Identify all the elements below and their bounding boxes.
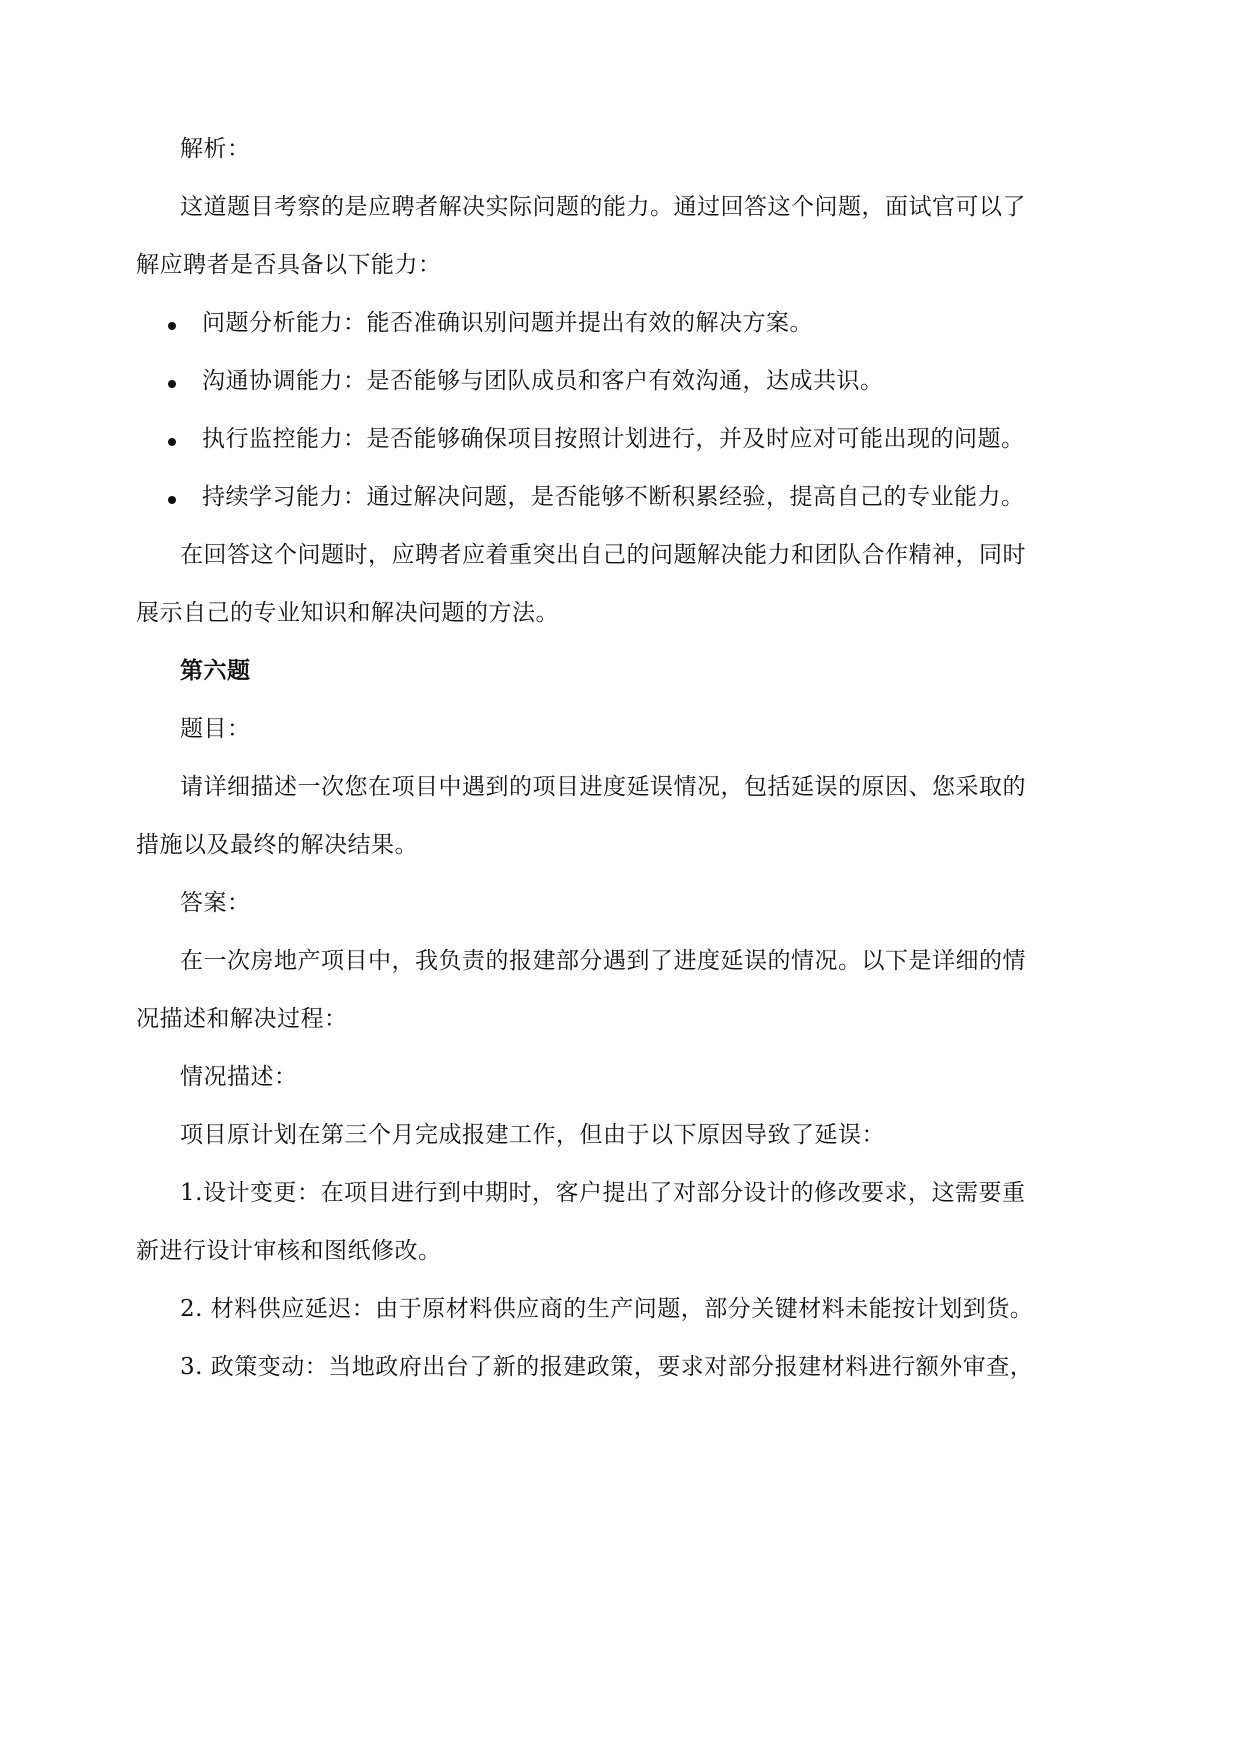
bullet-icon <box>168 438 176 446</box>
situation-paragraph: 项目原计划在第三个月完成报建工作，但由于以下原因导致了延误： <box>180 1122 885 1148</box>
question-label: 题目： <box>180 716 251 742</box>
analysis-label: 解析： <box>180 136 251 162</box>
list-item-text: 沟通协调能力：是否能够与团队成员和客户有效沟通，达成共识。 <box>202 368 884 394</box>
situation-label: 情况描述： <box>180 1064 298 1090</box>
question-paragraph-line: 请详细描述一次您在项目中遇到的项目进度延误情况，包括延误的原因、您采取的 <box>180 774 1026 800</box>
question-paragraph-line: 措施以及最终的解决结果。 <box>136 832 418 858</box>
bullet-icon <box>168 496 176 504</box>
summary-paragraph-line: 在回答这个问题时，应聘者应着重突出自己的问题解决能力和团队合作精神，同时 <box>180 542 1026 568</box>
list-item-text: 问题分析能力：能否准确识别问题并提出有效的解决方案。 <box>202 310 813 336</box>
reason-item-line: 新进行设计审核和图纸修改。 <box>136 1238 442 1264</box>
analysis-paragraph-line: 这道题目考察的是应聘者解决实际问题的能力。通过回答这个问题，面试官可以了 <box>180 194 1026 220</box>
section-heading: 第六题 <box>180 657 251 684</box>
reason-item-line: 3. 政策变动：当地政府出台了新的报建政策，要求对部分报建材料进行额外审查， <box>180 1354 1034 1380</box>
analysis-paragraph-line: 解应聘者是否具备以下能力： <box>136 252 442 278</box>
bullet-icon <box>168 380 176 388</box>
answer-intro-line: 况描述和解决过程： <box>136 1006 348 1032</box>
reason-item-line: 1.设计变更：在项目进行到中期时，客户提出了对部分设计的修改要求，这需要重 <box>180 1180 1026 1206</box>
answer-intro-line: 在一次房地产项目中，我负责的报建部分遇到了进度延误的情况。以下是详细的情 <box>180 948 1026 974</box>
reason-item-line: 2. 材料供应延迟：由于原材料供应商的生产问题，部分关键材料未能按计划到货。 <box>180 1296 1034 1322</box>
answer-label: 答案： <box>180 890 251 916</box>
bullet-icon <box>168 322 176 330</box>
summary-paragraph-line: 展示自己的专业知识和解决问题的方法。 <box>136 600 559 626</box>
list-item-text: 持续学习能力：通过解决问题，是否能够不断积累经验，提高自己的专业能力。 <box>202 484 1025 510</box>
list-item-text: 执行监控能力：是否能够确保项目按照计划进行，并及时应对可能出现的问题。 <box>202 426 1025 452</box>
